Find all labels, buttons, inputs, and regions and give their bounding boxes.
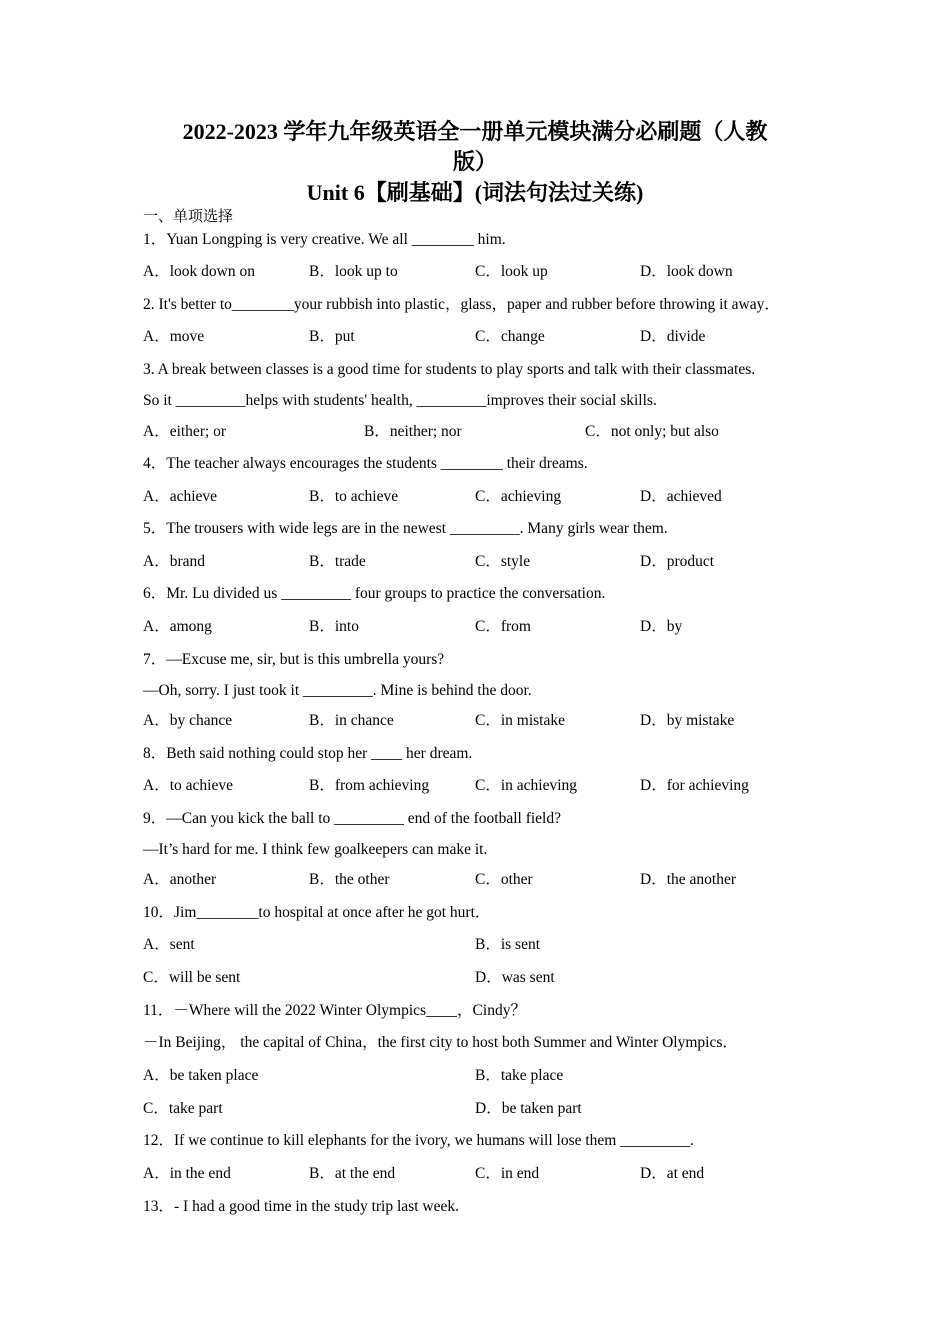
question-3-option-c: C．not only; but also <box>585 423 719 440</box>
question-8-option-b: B．from achieving <box>309 777 430 794</box>
question-1-option-d: D．look down <box>640 263 733 280</box>
question-6-option-c: C．from <box>475 618 531 635</box>
question-8-option-d: D．for achieving <box>640 777 749 794</box>
question-2-option-d: D．divide <box>640 328 706 345</box>
question-2-option-b: B．put <box>309 328 355 345</box>
question-12-option-d: D．at end <box>640 1165 705 1182</box>
question-9-option-d: D．the another <box>640 871 736 888</box>
question-5-option-b: B．trade <box>309 553 366 570</box>
question-9-stem-line1: 9．—Can you kick the ball to _________ end of the football field? <box>143 810 561 827</box>
question-9-option-c: C．other <box>475 871 533 888</box>
question-2-option-c: C．change <box>475 328 545 345</box>
question-12-stem: 12．If we continue to kill elephants for the ivory, we humans will lose them _________. <box>143 1132 694 1149</box>
question-8-option-a: A．to achieve <box>143 777 233 794</box>
question-7-option-b: B．in chance <box>309 712 394 729</box>
question-4-option-b: B．to achieve <box>309 488 399 505</box>
question-11-stem-line1: 11．－Where will the 2022 Winter Olympics____，Cindy？ <box>143 1002 526 1019</box>
question-7-stem-line1: 7．—Excuse me, sir, but is this umbrella yours? <box>143 651 445 668</box>
question-2-option-a: A．move <box>143 328 205 345</box>
question-9-option-a: A．another <box>143 871 217 888</box>
question-11-option-b: B．take place <box>475 1067 564 1084</box>
question-11-stem-line2: －In Beijing， the capital of China，the first city to host both Summer and Winter Olympics． <box>143 1034 738 1051</box>
question-11-option-a: A．be taken place <box>143 1067 259 1084</box>
question-6-option-b: B．into <box>309 618 359 635</box>
question-8-option-c: C．in achieving <box>475 777 578 794</box>
question-6-stem: 6．Mr. Lu divided us _________ four groups to practice the conversation. <box>143 585 606 602</box>
question-9-option-b: B．the other <box>309 871 390 888</box>
question-4-stem: 4．The teacher always encourages the students ________ their dreams. <box>143 455 588 472</box>
question-1-option-b: B．look up to <box>309 263 398 280</box>
question-5-option-d: D．product <box>640 553 715 570</box>
question-10-stem: 10．Jim________to hospital at once after he got hurt． <box>143 904 491 921</box>
page-subtitle: Unit 6【刷基础】(词法句法过关练) <box>306 180 644 205</box>
page-title-line2: 版） <box>452 149 497 174</box>
question-11-option-c: C．take part <box>143 1100 223 1117</box>
question-3-option-a: A．either; or <box>143 423 227 440</box>
question-13-stem: 13．- I had a good time in the study trip last week. <box>143 1198 459 1215</box>
question-12-option-c: C．in end <box>475 1165 540 1182</box>
question-7-option-c: C．in mistake <box>475 712 565 729</box>
question-10-option-d: D．was sent <box>475 969 555 986</box>
question-7-stem-line2: —Oh, sorry. I just took it _________. Mine is behind the door. <box>143 682 532 699</box>
question-10-option-c: C．will be sent <box>143 969 241 986</box>
page-title-line1: 2022-2023 学年九年级英语全一册单元模块满分必刷题（人教 <box>182 119 768 144</box>
question-5-option-a: A．brand <box>143 553 205 570</box>
question-6-option-a: A．among <box>143 618 212 635</box>
question-2-stem: 2. It's better to________your rubbish into plastic，glass，paper and rubber before throwing it away． <box>143 296 780 313</box>
question-7-option-d: D．by mistake <box>640 712 735 729</box>
question-6-option-d: D．by <box>640 618 683 635</box>
question-10-option-b: B．is sent <box>475 936 541 953</box>
question-12-option-b: B．at the end <box>309 1165 396 1182</box>
question-3-stem-line2: So it _________helps with students' health, _________improves their social skills. <box>143 392 657 409</box>
question-5-option-c: C．style <box>475 553 531 570</box>
question-3-stem-line1: 3. A break between classes is a good time for students to play sports and talk with their classmates. <box>143 361 756 378</box>
question-1-stem: 1．Yuan Longping is very creative. We all ________ him. <box>143 231 506 248</box>
question-11-option-d: D．be taken part <box>475 1100 582 1117</box>
question-12-option-a: A．in the end <box>143 1165 231 1182</box>
question-3-option-b: B．neither; nor <box>364 423 462 440</box>
question-7-option-a: A．by chance <box>143 712 233 729</box>
question-1-option-a: A．look down on <box>143 263 255 280</box>
question-1-option-c: C．look up <box>475 263 548 280</box>
section-heading: 一、单项选择 <box>143 209 234 225</box>
question-4-option-c: C．achieving <box>475 488 562 505</box>
question-4-option-a: A．achieve <box>143 488 218 505</box>
question-5-stem: 5．The trousers with wide legs are in the newest _________. Many girls wear them. <box>143 520 668 537</box>
question-8-stem: 8．Beth said nothing could stop her ____ her dream. <box>143 745 473 762</box>
question-10-option-a: A．sent <box>143 936 195 953</box>
question-4-option-d: D．achieved <box>640 488 722 505</box>
question-9-stem-line2: —It’s hard for me. I think few goalkeepers can make it. <box>143 841 488 858</box>
